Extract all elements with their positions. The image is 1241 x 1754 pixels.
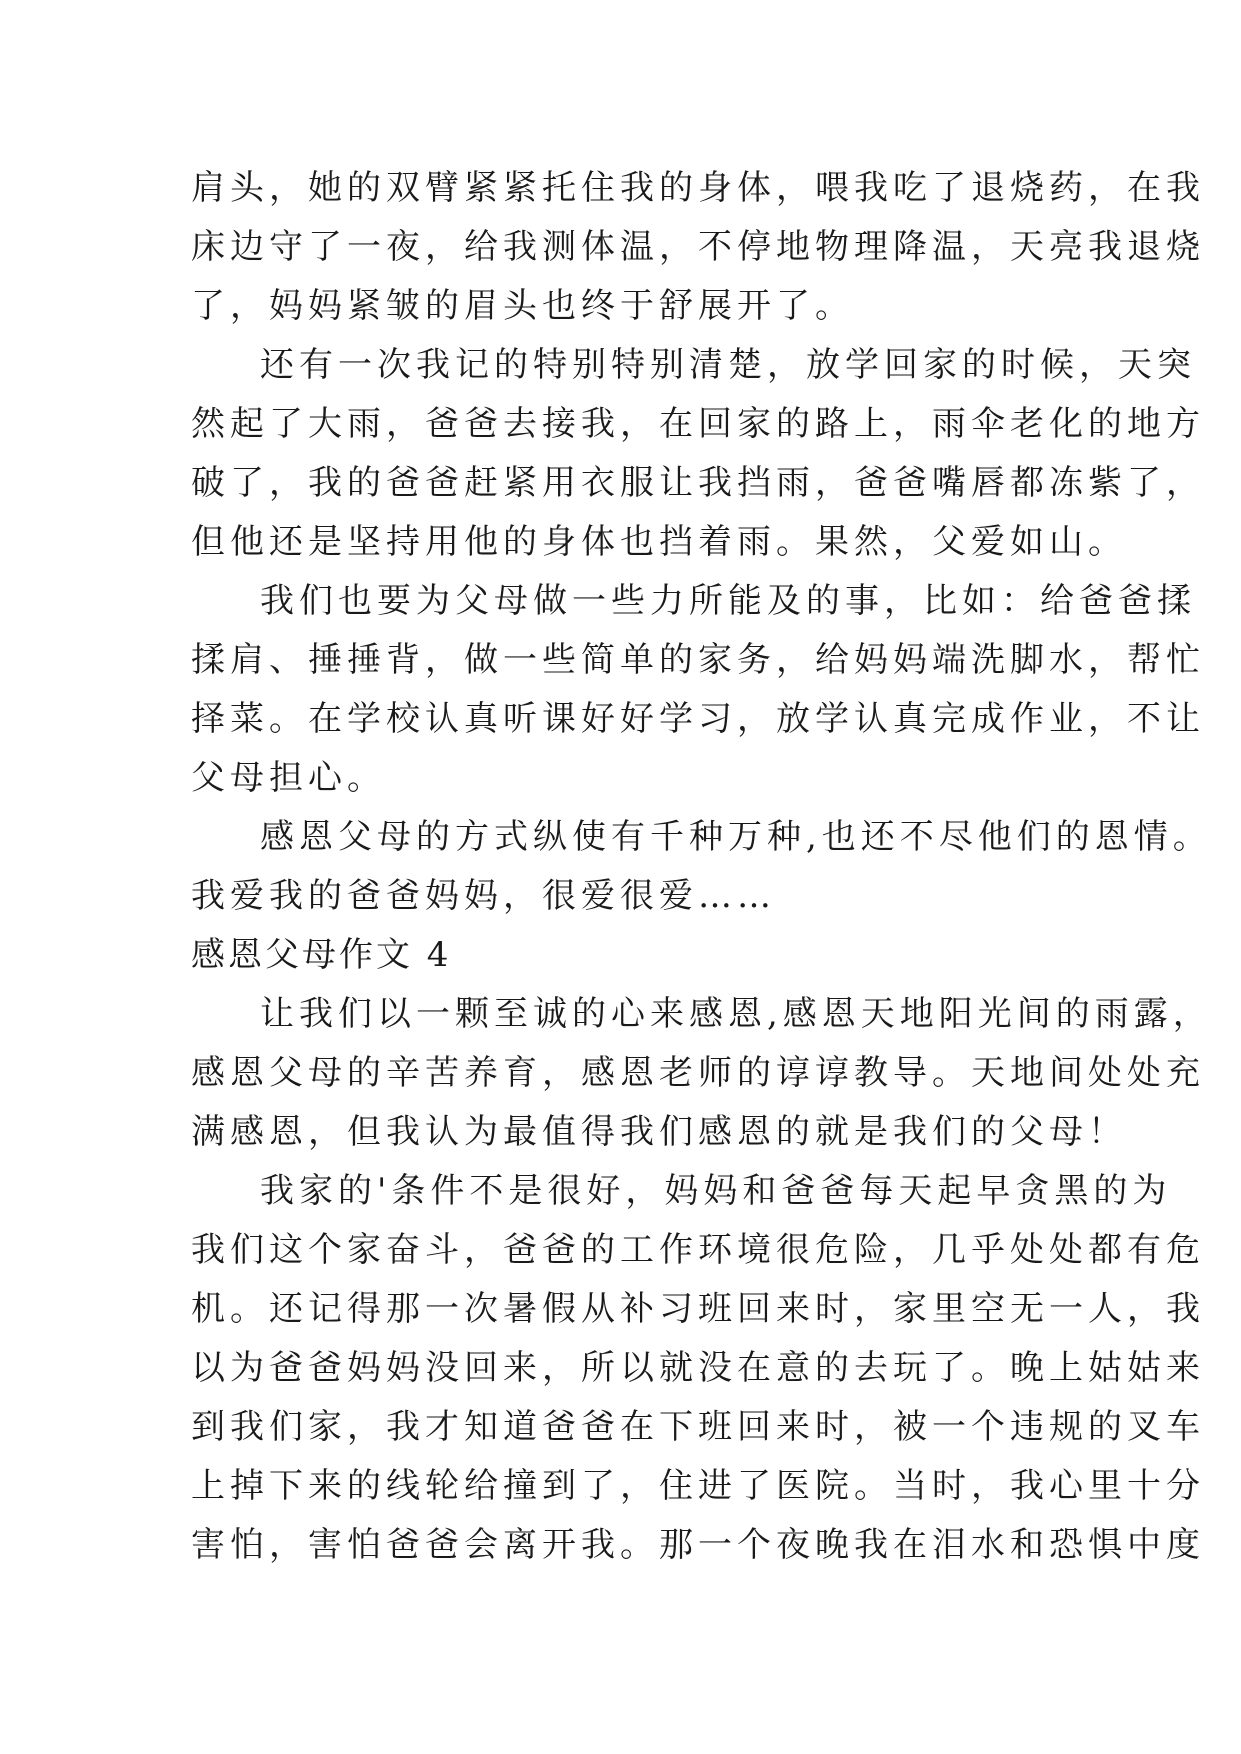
text-line: 我们这个家奋斗，爸爸的工作环境很危险，几乎处处都有危 [191,1230,1205,1270]
text-line: 揉肩、捶捶背，做一些简单的家务，给妈妈端洗脚水，帮忙 [191,640,1205,680]
text-line: 了，妈妈紧皱的眉头也终于舒展开了。 [191,286,854,326]
text-line: 然起了大雨，爸爸去接我，在回家的路上，雨伞老化的地方 [191,404,1205,444]
paragraph-first-line: 感恩父母的方式纵使有千种万种,也还不尽他们的恩情。 [260,817,1212,857]
paragraph-first-line: 还有一次我记的特别特别清楚，放学回家的时候，天突 [260,345,1196,385]
text-line: 破了，我的爸爸赶紧用衣服让我挡雨，爸爸嘴唇都冻紫了， [191,463,1205,503]
paragraph-first-line: 我家的'条件不是很好，妈妈和爸爸每天起早贪黑的为 [260,1171,1172,1211]
paragraph-first-line: 让我们以一颗至诚的心来感恩,感恩天地阳光间的雨露， [260,994,1212,1034]
text-line: 到我们家，我才知道爸爸在下班回来时，被一个违规的叉车 [191,1407,1205,1447]
text-line: 上掉下来的线轮给撞到了，住进了医院。当时，我心里十分 [191,1466,1205,1506]
text-line: 父母担心。 [191,758,386,798]
paragraph-first-line: 我们也要为父母做一些力所能及的事，比如：给爸爸揉 [260,581,1196,621]
text-line: 肩头，她的双臂紧紧托住我的身体，喂我吃了退烧药，在我 [191,168,1205,208]
text-line: 感恩父母的辛苦养育，感恩老师的谆谆教导。天地间处处充 [191,1053,1205,1093]
text-line: 满感恩，但我认为最值得我们感恩的就是我们的父母！ [191,1112,1127,1152]
text-line: 床边守了一夜，给我测体温，不停地物理降温，天亮我退烧 [191,227,1205,267]
section-heading: 感恩父母作文 4 [191,935,452,975]
text-line: 择菜。在学校认真听课好好学习，放学认真完成作业，不让 [191,699,1205,739]
text-line: 机。还记得那一次暑假从补习班回来时，家里空无一人，我 [191,1289,1205,1329]
text-line: 害怕，害怕爸爸会离开我。那一个夜晚我在泪水和恐惧中度 [191,1525,1205,1565]
text-line: 但他还是坚持用他的身体也挡着雨。果然，父爱如山。 [191,522,1127,562]
text-line: 我爱我的爸爸妈妈，很爱很爱…… [191,876,776,916]
text-line: 以为爸爸妈妈没回来，所以就没在意的去玩了。晚上姑姑来 [191,1348,1205,1388]
